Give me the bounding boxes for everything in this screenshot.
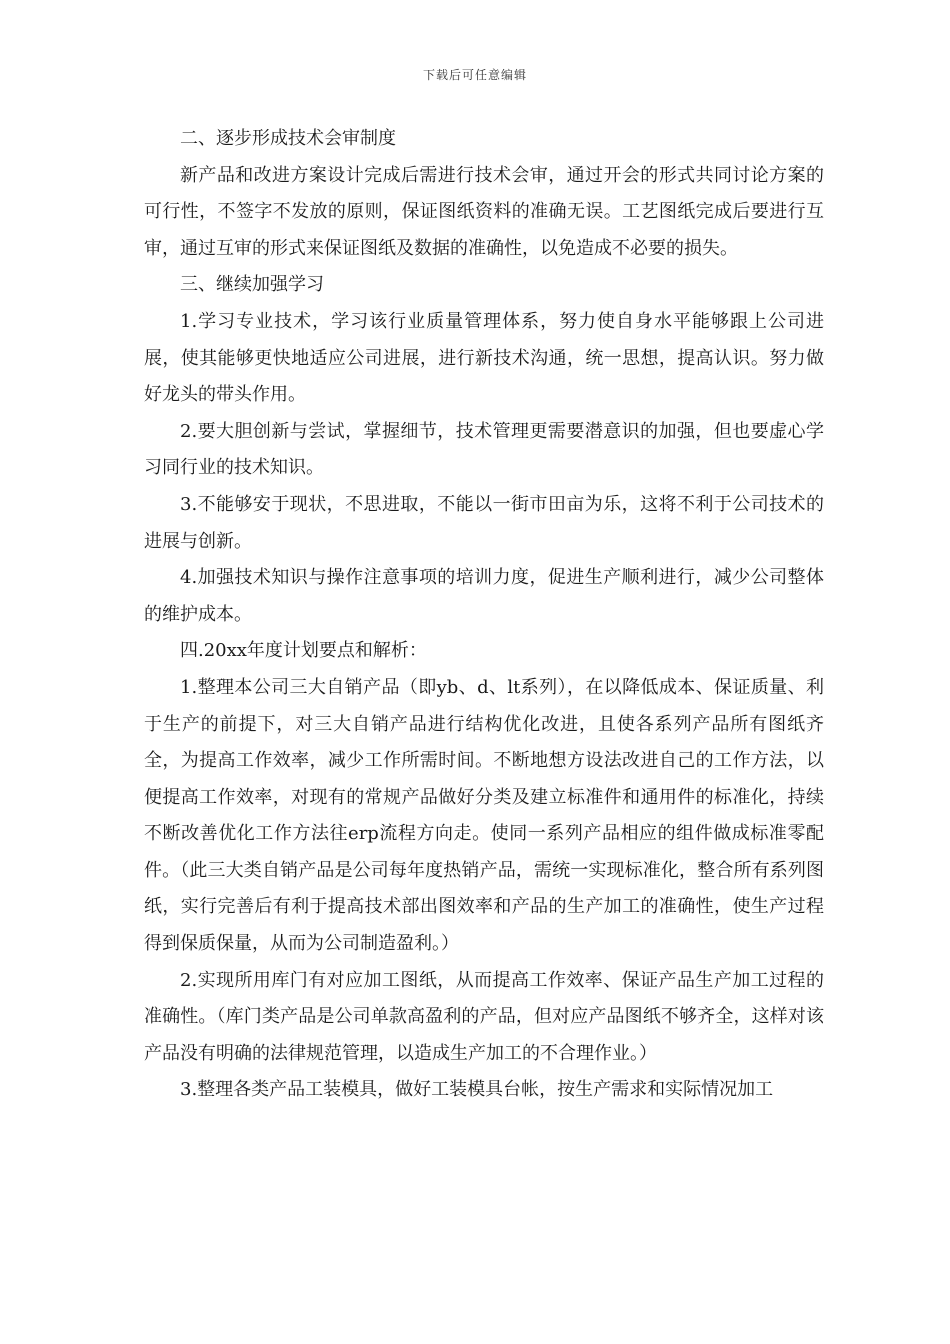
section-heading-continue-learning: 三、继续加强学习 — [180, 274, 324, 296]
section-heading-annual-plan: 四.20xx年度计划要点和解析： — [180, 640, 427, 662]
page-header-note: 下载后可任意编辑 — [422, 68, 527, 82]
paragraph-learning-item-3: 3.不能够安于现状，不思进取，不能以一街市田亩为乐，这将不利于公司技术的进展与创新。 — [144, 493, 824, 552]
paragraph-plan-item-3: 3.整理各类产品工装模具，做好工装模具台帐，按生产需求和实际情况加工 — [180, 1079, 774, 1101]
paragraph-learning-item-4: 4.加强技术知识与操作注意事项的培训力度，促进生产顺利进行，减少公司整体的维护成本。 — [144, 567, 824, 625]
document-body — [144, 121, 824, 1109]
paragraph-learning-item-2: 2.要大胆创新与尝试，掌握细节，技术管理更需要潜意识的加强，但也要虚心学习同行业的技术知识。 — [144, 420, 824, 479]
section-heading-technical-review: 二、逐步形成技术会审制度 — [180, 128, 396, 149]
paragraph-learning-item-1: 1.学习专业技术，学习该行业质量管理体系，努力使自身水平能够跟上公司进展，使其能够更快地适应公司进展，进行新技术沟通，统一思想，提高认识。努力做好龙头的带头作用。 — [144, 310, 824, 406]
paragraph-plan-item-2: 2.实现所用库门有对应加工图纸，从而提高工作效率、保证产品生产加工过程的准确性。（库门类产品是公司单款高盈利的产品，但对应产品图纸不够齐全，这样对该产品没有明确的法律规范管理，以造成生产加工的不合理作业。） — [144, 969, 824, 1064]
paragraph-plan-item-1: 1.整理本公司三大自销产品（即yb、d、lt系列），在以降低成本、保证质量、利于生产的前提下，对三大自销产品进行结构优化改进，且使各系列产品所有图纸齐全，为提高工作效率，减少工作所需时间。不断地想方设法改进自己的工作方法，以便提高工作效率，对现有的常规产品做好分类及建立标准件和通用件的标准化，持续不断改善优化工作方法往erp流程方向走。使同一系列产品相应的组件做成标准零配件。（此三大类自销产品是公司每年度热销产品，需统一实现标准化，整合所有系列图纸，实行完善后有利于提高技术部出图效率和产品的生产加工的准确性，使生产过程得到保质保量，从而为公司制造盈利。） — [144, 676, 824, 955]
paragraph-technical-review: 新产品和改进方案设计完成后需进行技术会审，通过开会的形式共同讨论方案的可行性，不签字不发放的原则，保证图纸资料的准确无误。工艺图纸完成后要进行互审，通过互审的形式来保证图纸及数据的准确性，以免造成不必要的损失。 — [144, 164, 824, 259]
